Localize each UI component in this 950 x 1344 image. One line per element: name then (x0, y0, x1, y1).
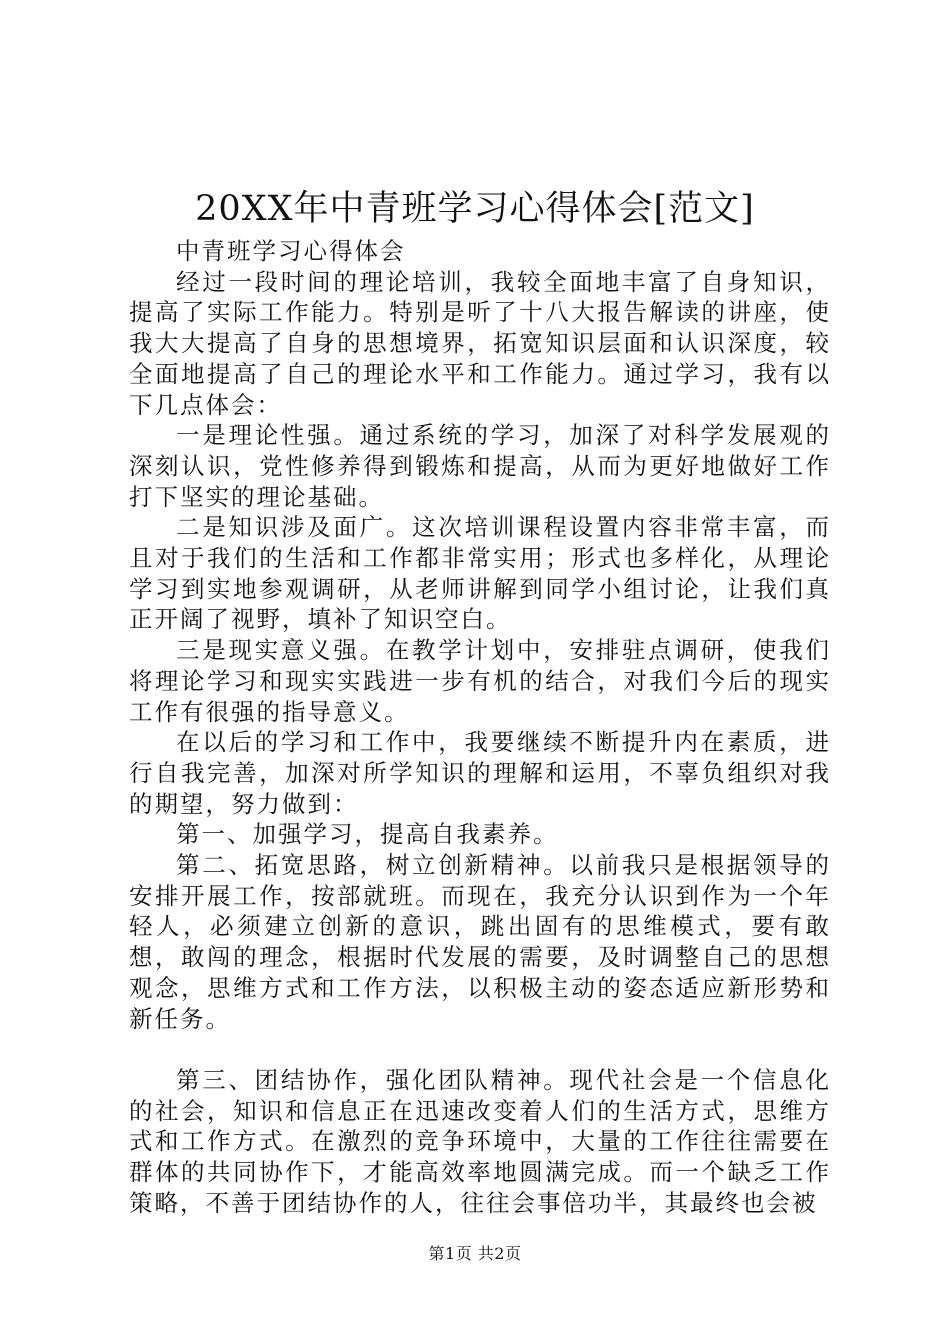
body-paragraph: 一是理论性强。通过系统的学习，加深了对科学发展观的深刻认识，党性修养得到锻炼和提高，从而为更好地做好工作打下坚实的理论基础。 (129, 421, 831, 511)
body-paragraph: 在以后的学习和工作中，我要继续不断提升内在素质，进行自我完善，加深对所学知识的理解和运用，不辜负组织对我的期望，努力做到： (129, 728, 831, 818)
page-number-footer: 第1页 共2页 (428, 1244, 522, 1263)
body-paragraph: 二是知识涉及面广。这次培训课程设置内容非常丰富，而且对于我们的生活和工作都非常实用；形式也多样化，从理论学习到实地参观调研，从老师讲解到同学小组讨论，让我们真正开阔了视野，填补了知识空白。 (129, 513, 831, 634)
document-title: 20XX年中青班学习心得体会[范文] (195, 189, 755, 229)
body-paragraph: 第一、加强学习，提高自我素养。 (176, 820, 559, 849)
body-paragraph: 第三、团结协作，强化团队精神。现代社会是一个信息化的社会，知识和信息正在迅速改变着人们的生活方式，思维方式和工作方式。在激烈的竞争环境中，大量的工作往往需要在群体的共同协作下，才能高效率地圆满完成。而一个缺乏工作策略，不善于团结协作的人，往往会事倍功半，其最终也会被 (129, 1065, 831, 1217)
document-body (129, 236, 831, 1218)
body-paragraph: 经过一段时间的理论培训，我较全面地丰富了自身知识，提高了实际工作能力。特别是听了十八大报告解读的讲座，使我大大提高了自身的思想境界，拓宽知识层面和认识深度，较全面地提高了自己的理论水平和工作能力。通过学习，我有以下几点体会： (129, 267, 831, 419)
body-paragraph: 三是现实意义强。在教学计划中，安排驻点调研，使我们将理论学习和现实实践进一步有机的结合，对我们今后的现实工作有很强的指导意义。 (129, 636, 831, 726)
subtitle-paragraph: 中青班学习心得体会 (176, 237, 406, 265)
body-paragraph: 第二、拓宽思路，树立创新精神。以前我只是根据领导的安排开展工作，按部就班。而现在，我充分认识到作为一个年轻人，必须建立创新的意识，跳出固有的思维模式，要有敢想，敢闯的理念，根据时代发展的需要，及时调整自己的思想观念，思维方式和工作方法，以积极主动的姿态适应新形势和新任务。 (129, 851, 831, 1033)
